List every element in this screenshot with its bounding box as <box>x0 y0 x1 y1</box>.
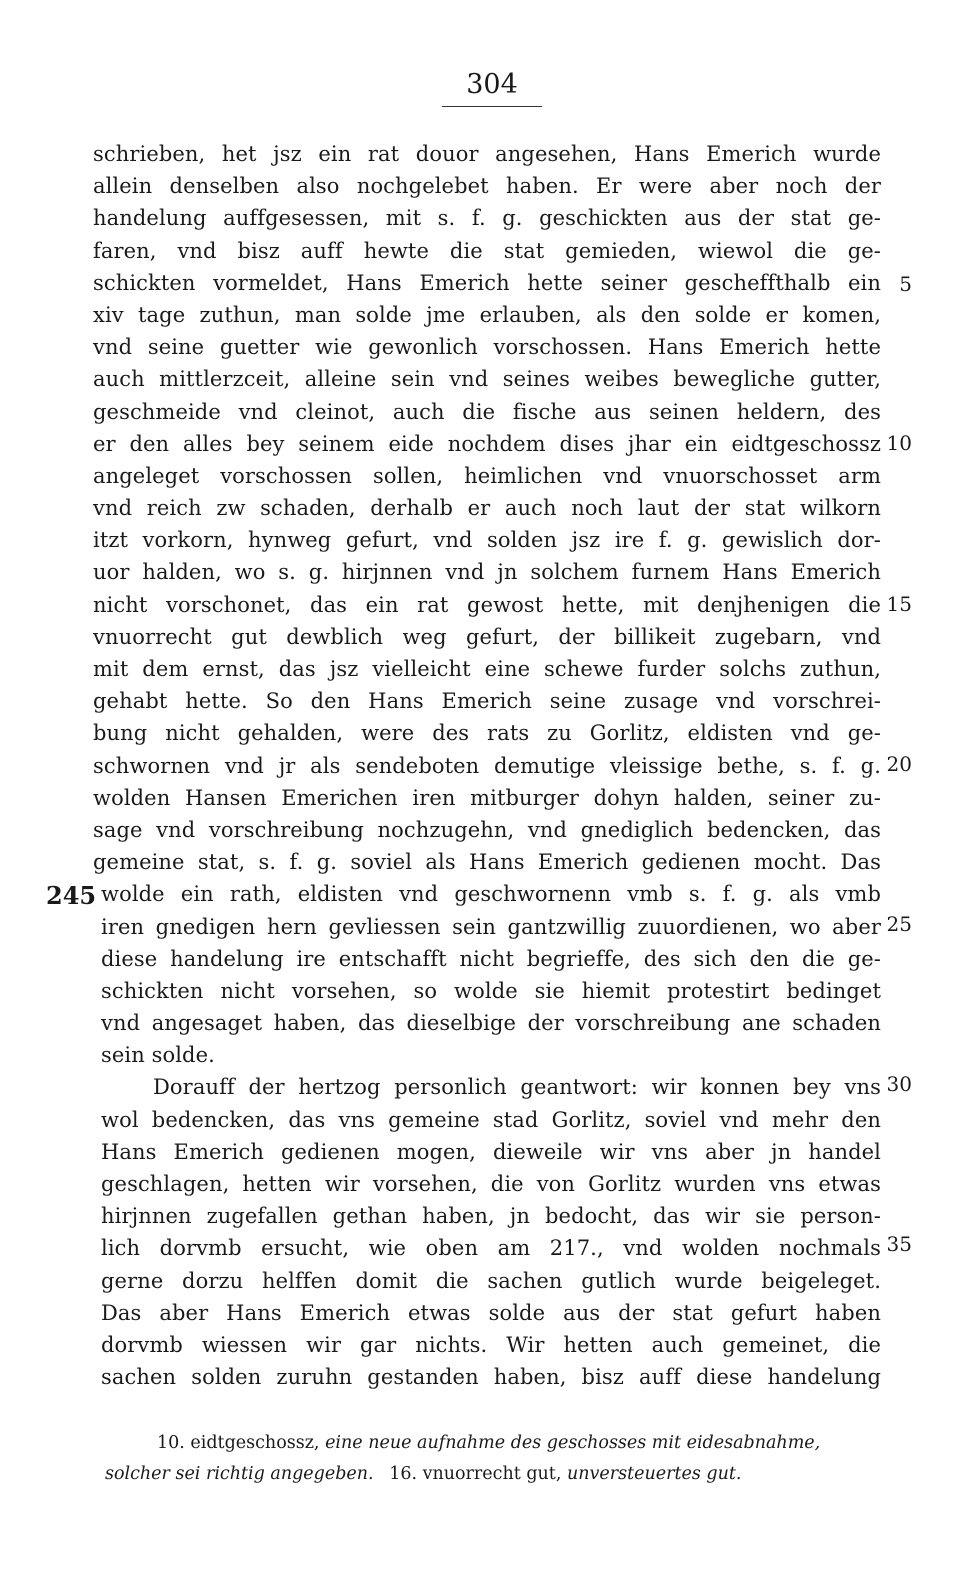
text-line: gehabt hette. So den Hans Emerich seine zusage vnd vorschrei- <box>93 689 881 714</box>
text-line: dorvmb wiessen wir gar nichts. Wir hetten auch gemeinet, die <box>101 1332 881 1357</box>
text-line: faren, vnd bisz auff hewte die stat gemieden, wiewol die ge- <box>93 238 881 263</box>
text-line: itzt vorkorn, hynweg gefurt, vnd solden jsz ire f. g. gewislich dor- <box>93 528 881 553</box>
text-line: gemeine stat, s. f. g. soviel als Hans Emerich gedienen mocht. Das <box>93 850 881 875</box>
section-number: 245 <box>46 881 97 910</box>
text-line: vnuorrecht gut dewblich weg gefurt, der billikeit zugebarn, vnd <box>93 624 881 649</box>
line-number: 20 <box>886 752 912 776</box>
footnote-text: solcher sei richtig angegeben. <box>105 1464 374 1484</box>
footnote-reference: 16. vnuorrecht gut, <box>389 1464 562 1484</box>
text-line: wol bedencken, das vns gemeine stad Gorlitz, soviel vnd mehr den <box>101 1107 881 1132</box>
text-line: Das aber Hans Emerich etwas solde aus der stat gefurt haben <box>101 1300 881 1325</box>
line-number: 25 <box>886 912 912 936</box>
footnote-reference: 10. eidtgeschossz, <box>157 1433 320 1453</box>
text-line: geschlagen, hetten wir vorsehen, die von Gorlitz wurden vns etwas <box>101 1172 881 1196</box>
text-line: sage vnd vorschreibung nochzugehn, vnd gnediglich bedencken, das <box>93 817 881 842</box>
text-line: schwornen vnd jr als sendeboten demutige vleissige bethe, s. f. g. <box>93 753 881 778</box>
text-line: vnd seine guetter wie gewonlich vorschossen. Hans Emerich hette <box>93 335 881 360</box>
footnote-line <box>105 1428 895 1459</box>
text-line: mit dem ernst, das jsz vielleicht eine schewe furder solchs zuthun, <box>93 657 881 681</box>
text-line: handelung auffgesessen, mit s. f. g. geschickten aus der stat ge- <box>93 206 881 231</box>
text-line: bung nicht gehalden, were des rats zu Gorlitz, eldisten vnd ge- <box>93 721 881 746</box>
text-line: geschmeide vnd cleinot, auch die fische aus seinen heldern, des <box>93 399 881 424</box>
text-line: xiv tage zuthun, man solde jme erlauben, als den solde er komen, <box>93 302 881 327</box>
line-number: 15 <box>886 592 912 616</box>
text-line: schickten vormeldet, Hans Emerich hette seiner gescheffthalb ein <box>93 270 881 295</box>
text-line: lich dorvmb ersucht, wie oben am 217., vnd wolden nochmals <box>101 1236 881 1261</box>
text-line: schickten nicht vorsehen, so wolde sie hiemit protestirt bedinget <box>101 978 881 1003</box>
text-line: er den alles bey seinem eide nochdem dises jhar ein eidtgeschossz <box>93 431 881 456</box>
text-line: wolde ein rath, eldisten vnd geschwornenn vmb s. f. g. als vmb <box>101 882 881 907</box>
text-line: wolden Hansen Emerichen iren mitburger dohyn halden, seiner zu- <box>93 785 881 810</box>
line-number: 35 <box>886 1232 912 1256</box>
footnote-text: eine neue aufnahme des geschosses mit eidesabnahme, <box>325 1433 821 1453</box>
line-number: 30 <box>886 1072 912 1096</box>
text-line: nicht vorschonet, das ein rat gewost hette, mit denjhenigen die <box>93 592 881 617</box>
text-line: uor halden, wo s. g. hirjnnen vnd jn solchem furnem Hans Emerich <box>93 560 881 585</box>
text-line: sein solde. <box>101 1043 215 1068</box>
text-line: auch mittlerzceit, alleine sein vnd seines weibes bewegliche gutter, <box>93 367 881 392</box>
footnotes <box>105 1428 895 1490</box>
line-number: 10 <box>886 431 912 455</box>
text-line: Hans Emerich gedienen mogen, dieweile wir vns aber jn handel <box>101 1139 881 1164</box>
text-line: diese handelung ire entschafft nicht begrieffe, des sich den die ge- <box>101 946 881 971</box>
body-text <box>93 138 881 1393</box>
footnote-line <box>105 1459 895 1490</box>
text-line: gerne dorzu helffen domit die sachen gutlich wurde beigeleget. <box>101 1268 881 1293</box>
line-number: 5 <box>899 272 912 296</box>
text-line: iren gnedigen hern gevliessen sein gantzwillig zuuordienen, wo aber <box>101 914 881 939</box>
text-line: schrieben, het jsz ein rat douor angesehen, Hans Emerich wurde <box>93 142 881 166</box>
page-number-rule <box>442 106 542 107</box>
text-line: allein denselben also nochgelebet haben. Er were aber noch der <box>93 174 881 199</box>
paragraph-first-line: Dorauff der hertzog personlich geantwort: wir konnen bey vns <box>153 1075 881 1100</box>
text-line: hirjnnen zugefallen gethan haben, jn bedocht, das wir sie person- <box>101 1204 881 1229</box>
page-number: 304 <box>466 69 518 100</box>
footnote-text: unversteuertes gut. <box>566 1464 742 1484</box>
text-line: vnd reich zw schaden, derhalb er auch noch laut der stat wilkorn <box>93 496 881 521</box>
text-line: sachen solden zuruhn gestanden haben, bisz auff diese handelung <box>101 1365 881 1390</box>
text-line: vnd angesaget haben, das dieselbige der vorschreibung ane schaden <box>101 1011 881 1036</box>
text-line: angeleget vorschossen sollen, heimlichen vnd vnuorschosset arm <box>93 463 881 488</box>
